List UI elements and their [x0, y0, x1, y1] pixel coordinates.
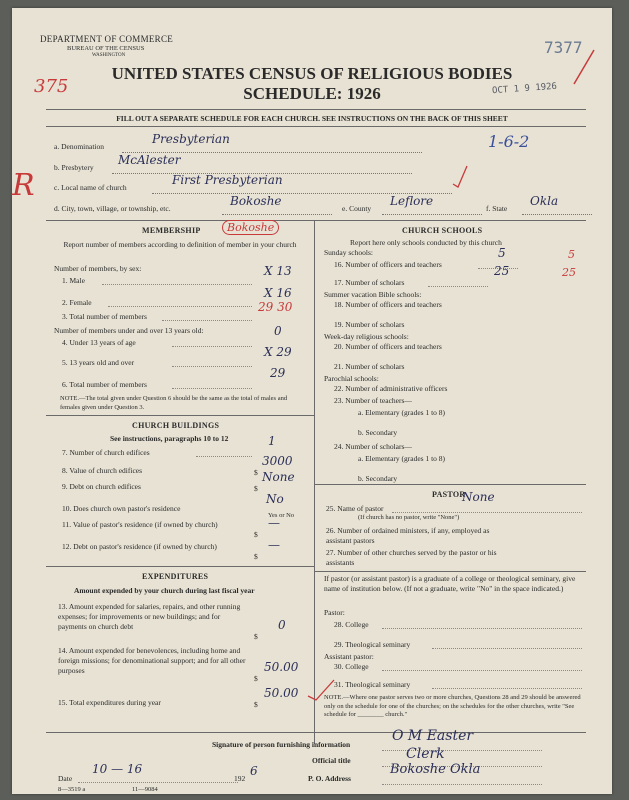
- q17-label: 17. Number of scholars: [334, 278, 405, 287]
- q27-label: 27. Number of other churches served by the pastor or his assistants: [326, 548, 497, 567]
- q4-label: 4. Under 13 years of age: [62, 338, 136, 347]
- q18-label: 18. Number of officers and teachers: [334, 300, 442, 309]
- q19-label: 19. Number of scholars: [334, 320, 405, 329]
- presbytery-label: b. Presbytery: [54, 163, 94, 172]
- margin-letter: R: [12, 168, 35, 203]
- q9-value[interactable]: None: [262, 470, 295, 484]
- q31-leader: [432, 688, 582, 689]
- q24-label: 24. Number of scholars—: [334, 442, 412, 451]
- date-received-stamp: OCT 1 9 1926: [491, 81, 558, 97]
- schools-intro: Report here only schools conducted by this church: [350, 238, 502, 247]
- pastor-note: NOTE.—Where one pastor serves two or more churches, Questions 28 and 29 should be answered only on the schedule for one of the churches; on the schedules for the other churches, write "See schedule for ________ church.": [324, 694, 581, 718]
- q11-label: 11. Value of pastor's residence (if owned by church): [62, 520, 218, 529]
- date-label: Date: [58, 774, 73, 783]
- denomination-code: 1-6-2: [488, 132, 530, 151]
- membership-heading: MEMBERSHIP: [142, 226, 201, 235]
- membership-intro: Report number of members according to definition of member in your church: [63, 240, 297, 249]
- census-schedule-sheet: [12, 8, 612, 794]
- q15-label: 15. Total expenditures during year: [58, 698, 161, 707]
- dollar-sign: $: [254, 468, 258, 477]
- print-code: 11—9084: [132, 786, 158, 793]
- po-address-value[interactable]: Bokoshe Okla: [390, 762, 481, 777]
- q12-label: 12. Debt on pastor's residence (if owned by church): [62, 542, 217, 551]
- q8-label: 8. Value of church edifices: [62, 466, 143, 475]
- q16-label: 16. Number of officers and teachers: [334, 260, 442, 269]
- q5-leader: [172, 366, 252, 367]
- schools-heading: CHURCH SCHOOLS: [402, 226, 483, 235]
- q9-label: 9. Debt on church edifices: [62, 482, 141, 491]
- q8-value[interactable]: 3000: [262, 454, 293, 468]
- date-line: [78, 782, 238, 783]
- q4-value[interactable]: 0: [274, 324, 282, 338]
- official-title-label: Official title: [312, 756, 351, 765]
- by-sex-label: Number of members, by sex:: [54, 264, 142, 273]
- q23b-label: b. Secondary: [358, 428, 398, 437]
- q11-value[interactable]: —: [268, 516, 280, 530]
- q26-label: 26. Number of ordained ministers, if any, employed as assistant pastors: [326, 526, 490, 545]
- q13-label: 13. Amount expended for salaries, repairs, and other running expenses; for improvements or new buildings; and for payments on church debt: [58, 602, 241, 631]
- po-address-label: P. O. Address: [308, 774, 351, 783]
- q2-label: 2. Female: [62, 298, 92, 307]
- buildings-sub: See instructions, paragraphs 10 to 12: [110, 434, 229, 443]
- city-line: [222, 214, 332, 215]
- red-check-mark-icon: [452, 164, 468, 188]
- q13-value[interactable]: 0: [278, 618, 286, 632]
- expenditures-sub: Amount expended by your church during last fiscal year: [74, 586, 255, 595]
- q25-value[interactable]: None: [462, 490, 495, 504]
- sunday-label: Sunday schools:: [324, 248, 373, 257]
- q31-label: 31. Theological seminary: [334, 680, 411, 689]
- red-check-mark-icon: [572, 48, 596, 88]
- q22-label: 22. Number of administrative officers: [334, 384, 448, 393]
- divider: [46, 220, 586, 221]
- q2-leader: [108, 306, 252, 307]
- q23a-label: a. Elementary (grades 1 to 8): [358, 408, 446, 417]
- date-value[interactable]: 10 — 16: [92, 762, 143, 776]
- q30-label: 30. College: [334, 662, 369, 671]
- city-label: d. City, town, village, or township, etc.: [54, 204, 171, 213]
- q23-label: 23. Number of teachers—: [334, 396, 412, 405]
- form-title: UNITED STATES CENSUS OF RELIGIOUS BODIES: [111, 64, 513, 83]
- form-subtitle: SCHEDULE: 1926: [243, 84, 381, 103]
- q14-label: 14. Amount expended for benevolences, including home and foreign missions; for denominational support; and for all other purposes: [58, 646, 246, 675]
- q3-label: 3. Total number of members: [62, 312, 147, 321]
- local-name-value[interactable]: First Presbyterian: [172, 173, 283, 187]
- vacation-label: Summer vacation Bible schools:: [324, 290, 422, 299]
- q4-leader: [172, 346, 252, 347]
- q6-value[interactable]: 29: [270, 366, 286, 380]
- q7-leader: [196, 456, 252, 457]
- divider: [46, 732, 586, 733]
- county-line: [382, 214, 482, 215]
- membership-note: NOTE.—The total given under Question 6 should be the same as the total of males and females given under Question 3.: [60, 395, 288, 411]
- divider: [46, 415, 314, 416]
- q6-leader: [172, 388, 252, 389]
- q10-label: 10. Does church own pastor's residence: [62, 504, 181, 513]
- parochial-label: Parochial schools:: [324, 374, 379, 383]
- q7-value[interactable]: 1: [268, 434, 276, 448]
- q17-leader: [428, 286, 488, 287]
- q15-value[interactable]: 50.00: [264, 686, 299, 700]
- q5-label: 5. 13 years old and over: [62, 358, 135, 367]
- q25-leader: [392, 512, 582, 513]
- instruction-line: FILL OUT A SEPARATE SCHEDULE FOR EACH CHURCH. SEE INSTRUCTIONS ON THE BACK OF THIS SHEET: [116, 114, 508, 123]
- department-name: DEPARTMENT OF COMMERCE: [40, 34, 174, 44]
- graduate-note: If pastor (or assistant pastor) is a graduate of a college or theological seminary, give name of institution below. (If not a graduate, write "No" in the space indicated.): [324, 574, 576, 593]
- divider: [314, 484, 586, 485]
- city-value[interactable]: Bokoshe: [230, 194, 282, 208]
- q7-label: 7. Number of church edifices: [62, 448, 150, 457]
- q3-value[interactable]: 29 30: [258, 300, 293, 314]
- expenditures-heading: EXPENDITURES: [142, 572, 209, 581]
- denomination-value[interactable]: Presbyterian: [152, 132, 230, 146]
- dollar-sign: $: [254, 700, 258, 709]
- pastor-label: Pastor:: [324, 608, 345, 617]
- q25-hint: (If church has no pastor, write "None"): [358, 514, 460, 521]
- dollar-sign: $: [254, 674, 258, 683]
- pastor-heading: PASTOR: [432, 490, 466, 499]
- assistant-pastor-label: Assistant pastor:: [324, 652, 374, 661]
- form-code: 8—3519 a: [58, 786, 86, 793]
- state-label: f. State: [486, 204, 508, 213]
- q12-value[interactable]: —: [268, 538, 280, 552]
- denomination-label: a. Denomination: [54, 142, 104, 151]
- dollar-sign: $: [254, 484, 258, 493]
- q2-value[interactable]: X 16: [264, 286, 292, 300]
- q6-label: 6. Total number of members: [62, 380, 147, 389]
- q3-leader: [162, 320, 252, 321]
- q10-value[interactable]: No: [266, 492, 284, 506]
- q28-label: 28. College: [334, 620, 369, 629]
- divider: [46, 126, 586, 127]
- signature-value[interactable]: O M Easter: [392, 728, 474, 744]
- year-value[interactable]: 6: [250, 764, 258, 778]
- county-value[interactable]: Leflore: [390, 194, 434, 208]
- age-intro: Number of members under and over 13 years old:: [54, 326, 204, 335]
- q29-label: 29. Theological seminary: [334, 640, 411, 649]
- dollar-sign: $: [254, 632, 258, 641]
- buildings-heading: CHURCH BUILDINGS: [132, 421, 220, 430]
- q16-check-value: 5: [568, 248, 575, 261]
- q30-leader: [382, 670, 582, 671]
- q1-leader: [102, 284, 252, 285]
- dollar-sign: $: [254, 552, 258, 561]
- q25-label: 25. Name of pastor: [326, 504, 384, 513]
- margin-number: 375: [34, 76, 69, 97]
- q20-label: 20. Number of officers and teachers: [334, 342, 442, 351]
- state-value[interactable]: Okla: [530, 194, 559, 208]
- bureau-name: BUREAU OF THE CENSUS: [67, 45, 145, 52]
- q1-value[interactable]: X 13: [264, 264, 292, 278]
- weekday-label: Week-day religious schools:: [324, 332, 409, 341]
- state-line: [522, 214, 592, 215]
- presbytery-value[interactable]: McAlester: [118, 153, 181, 167]
- divider: [46, 109, 586, 110]
- divider: [46, 566, 314, 567]
- q21-label: 21. Number of scholars: [334, 362, 405, 371]
- dollar-sign: $: [254, 530, 258, 539]
- q16-value[interactable]: 5: [498, 246, 506, 260]
- official-title-value[interactable]: Clerk: [406, 746, 445, 762]
- q5-value[interactable]: X 29: [264, 345, 292, 359]
- year-label: 192: [234, 774, 246, 783]
- divider: [314, 571, 586, 572]
- document-number: 7377: [544, 38, 583, 57]
- q24b-label: b. Secondary: [358, 474, 398, 483]
- county-label: e. County: [342, 204, 372, 213]
- signature-label: Signature of person furnishing information: [212, 740, 351, 749]
- q24a-label: a. Elementary (grades 1 to 8): [358, 454, 446, 463]
- po-address-line: [382, 784, 542, 785]
- membership-heading-annotation: Bokoshe: [222, 220, 279, 235]
- column-divider: [314, 220, 315, 744]
- q17-value[interactable]: 25: [494, 264, 510, 278]
- q1-label: 1. Male: [62, 276, 85, 285]
- local-name-label: c. Local name of church: [54, 183, 127, 192]
- q14-value[interactable]: 50.00: [264, 660, 299, 674]
- q17-check-value: 25: [562, 266, 576, 279]
- q28-leader: [382, 628, 582, 629]
- q10-hint: Yes or No: [268, 512, 295, 519]
- bureau-location: WASHINGTON: [92, 53, 126, 58]
- q29-leader: [432, 648, 582, 649]
